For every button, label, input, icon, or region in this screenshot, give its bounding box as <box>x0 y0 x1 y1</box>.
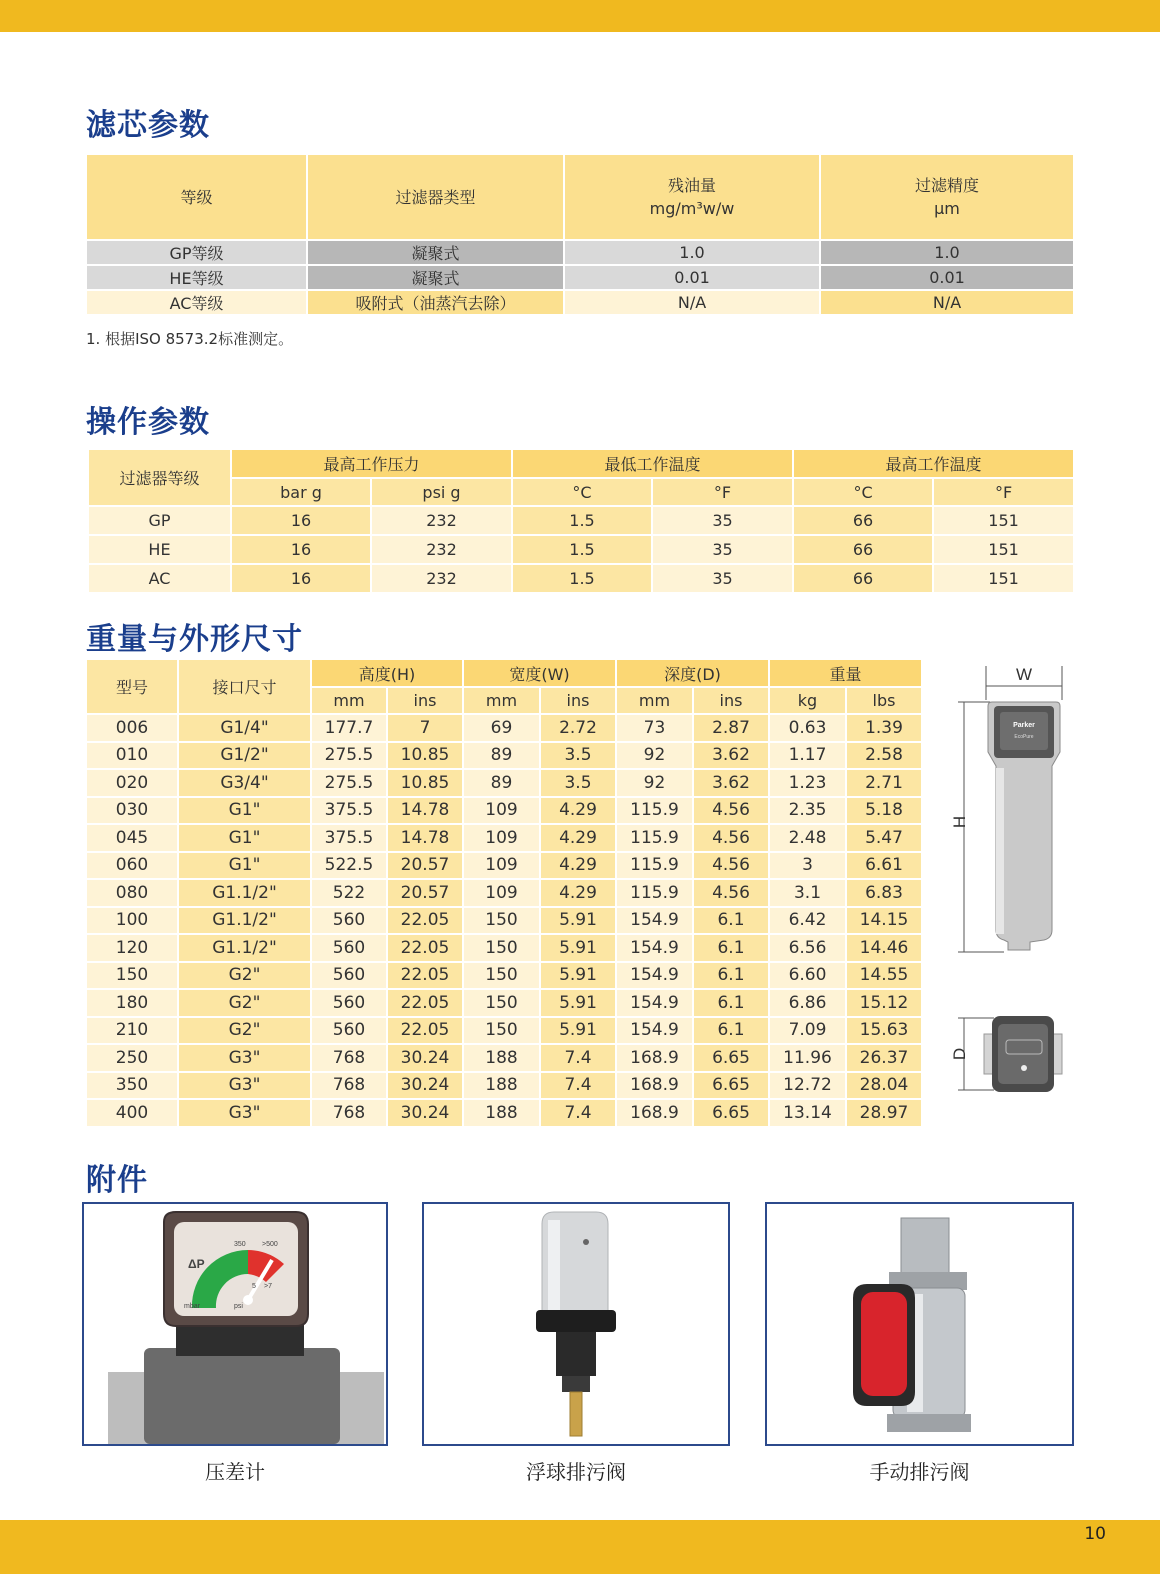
header-oil-residue <box>564 154 820 240</box>
operating-params-table <box>87 448 1075 594</box>
cell-port: G1.1/2" <box>178 907 311 935</box>
cell-minf: 35 <box>652 564 793 593</box>
float-drain-highlight <box>548 1220 560 1310</box>
header-precision <box>820 154 1074 240</box>
cell-kg: 6.86 <box>769 989 846 1017</box>
header-mm: mm <box>463 687 540 714</box>
cell-din: 4.56 <box>693 824 769 852</box>
cell-kg: 6.42 <box>769 907 846 935</box>
cell-model: 080 <box>86 879 178 907</box>
cell-grade: AC <box>88 564 231 593</box>
header-weight: 重量 <box>769 659 922 687</box>
cell-oil: 1.0 <box>564 240 820 265</box>
product-label: EcoPure <box>1014 734 1034 740</box>
section-title-accessories: 附件 <box>86 1163 148 1198</box>
cell-wmm: 150 <box>463 907 540 935</box>
float-drain-collar <box>536 1310 616 1332</box>
header-max-temp: 最高工作温度 <box>793 449 1074 478</box>
cell-precision: 1.0 <box>820 240 1074 265</box>
cell-dmm: 154.9 <box>616 907 693 935</box>
cell-wmm: 150 <box>463 934 540 962</box>
header-filter-grade: 过滤器等级 <box>88 449 231 506</box>
cell-psi: 232 <box>371 535 512 564</box>
cell-hmm: 275.5 <box>311 769 387 797</box>
cell-hmm: 560 <box>311 962 387 990</box>
table-row <box>86 769 922 797</box>
table-row <box>86 962 922 990</box>
cell-din: 2.87 <box>693 714 769 742</box>
header-ins: ins <box>387 687 463 714</box>
gauge-mount-block <box>144 1348 340 1444</box>
cell-hin: 7 <box>387 714 463 742</box>
manual-drain-thread <box>901 1218 949 1274</box>
cell-wmm: 188 <box>463 1072 540 1100</box>
cell-din: 6.1 <box>693 962 769 990</box>
cell-dmm: 115.9 <box>616 824 693 852</box>
accessory-label-float-drain: 浮球排污阀 <box>526 1460 626 1484</box>
cell-kg: 0.63 <box>769 714 846 742</box>
cell-dmm: 168.9 <box>616 1072 693 1100</box>
cell-wmm: 150 <box>463 1017 540 1045</box>
cell-hmm: 560 <box>311 1017 387 1045</box>
brand-label: Parker <box>1013 722 1035 729</box>
cell-hin: 22.05 <box>387 934 463 962</box>
gauge-needle-pivot <box>243 1295 253 1305</box>
cell-wmm: 109 <box>463 824 540 852</box>
cell-win: 7.4 <box>540 1044 616 1072</box>
section-title-filter-params: 滤芯参数 <box>86 108 210 143</box>
cell-wmm: 89 <box>463 769 540 797</box>
cell-dmm: 154.9 <box>616 934 693 962</box>
cell-wmm: 188 <box>463 1044 540 1072</box>
cell-type: 凝聚式 <box>307 265 564 290</box>
cell-kg: 7.09 <box>769 1017 846 1045</box>
float-drain-stem <box>556 1332 596 1376</box>
cell-kg: 2.35 <box>769 797 846 825</box>
table-row <box>88 535 1074 564</box>
section-title-weight-dimensions: 重量与外形尺寸 <box>86 622 303 657</box>
table-row <box>86 797 922 825</box>
table-row <box>88 564 1074 593</box>
cell-maxc: 66 <box>793 564 933 593</box>
cell-kg: 12.72 <box>769 1072 846 1100</box>
cell-win: 4.29 <box>540 879 616 907</box>
cell-hin: 10.85 <box>387 769 463 797</box>
cell-port: G1/4" <box>178 714 311 742</box>
h-label: H <box>950 815 969 829</box>
table-row <box>86 742 922 770</box>
header-ins: ins <box>693 687 769 714</box>
table-header-row <box>86 659 922 687</box>
header-height: 高度(H) <box>311 659 463 687</box>
cell-model: 030 <box>86 797 178 825</box>
accessory-label-differential-gauge: 压差计 <box>205 1460 265 1484</box>
cell-kg: 13.14 <box>769 1099 846 1127</box>
cell-port: G1/2" <box>178 742 311 770</box>
page-number: 10 <box>1084 1524 1106 1544</box>
cell-lbs: 1.39 <box>846 714 922 742</box>
cell-hin: 30.24 <box>387 1044 463 1072</box>
gauge-5: 5 <box>252 1283 256 1290</box>
cell-dmm: 115.9 <box>616 852 693 880</box>
header-precision-line1: 过滤精度 <box>914 176 979 195</box>
cell-kg: 2.48 <box>769 824 846 852</box>
cell-lbs: 28.04 <box>846 1072 922 1100</box>
header-lbs: lbs <box>846 687 922 714</box>
header-mm: mm <box>311 687 387 714</box>
w-label: W <box>1015 665 1033 684</box>
cell-oil: N/A <box>564 290 820 315</box>
table-row <box>86 934 922 962</box>
cell-win: 7.4 <box>540 1099 616 1127</box>
cell-port: G2" <box>178 962 311 990</box>
cell-grade: HE <box>88 535 231 564</box>
cell-din: 3.62 <box>693 742 769 770</box>
top-color-bar <box>0 0 1160 32</box>
cell-lbs: 5.47 <box>846 824 922 852</box>
gauge-7: >7 <box>264 1283 272 1290</box>
table-row <box>86 852 922 880</box>
cell-dmm: 92 <box>616 769 693 797</box>
table-row <box>86 879 922 907</box>
header-oil-line2: mg/m³w/w <box>649 199 735 218</box>
cell-hmm: 560 <box>311 907 387 935</box>
cell-wmm: 109 <box>463 879 540 907</box>
cell-lbs: 15.63 <box>846 1017 922 1045</box>
cell-din: 6.65 <box>693 1099 769 1127</box>
cell-lbs: 14.46 <box>846 934 922 962</box>
cell-model: 060 <box>86 852 178 880</box>
header-psi: psi g <box>371 478 512 506</box>
housing-highlight <box>996 768 1004 934</box>
footnote: 1. 根据ISO 8573.2标准测定。 <box>86 330 294 348</box>
cell-dmm: 115.9 <box>616 879 693 907</box>
float-drain-nut <box>562 1376 590 1392</box>
cell-oil: 0.01 <box>564 265 820 290</box>
indicator-dot <box>1021 1065 1027 1071</box>
cell-lbs: 5.18 <box>846 797 922 825</box>
cell-hin: 14.78 <box>387 797 463 825</box>
cell-port: G1.1/2" <box>178 934 311 962</box>
gauge-symbol: ΔP <box>188 1257 205 1271</box>
cell-model: 210 <box>86 1017 178 1045</box>
cell-hin: 30.24 <box>387 1099 463 1127</box>
cell-win: 5.91 <box>540 934 616 962</box>
cell-kg: 3 <box>769 852 846 880</box>
cell-minc: 1.5 <box>512 535 652 564</box>
cell-kg: 6.60 <box>769 962 846 990</box>
cell-hmm: 375.5 <box>311 797 387 825</box>
filter-head-panel <box>1000 712 1048 750</box>
cell-wmm: 150 <box>463 962 540 990</box>
header-mm: mm <box>616 687 693 714</box>
table-row <box>88 506 1074 535</box>
cell-hmm: 522 <box>311 879 387 907</box>
cell-hin: 10.85 <box>387 742 463 770</box>
header-celsius: °C <box>793 478 933 506</box>
cell-hmm: 768 <box>311 1044 387 1072</box>
header-width: 宽度(W) <box>463 659 616 687</box>
header-kg: kg <box>769 687 846 714</box>
cell-dmm: 154.9 <box>616 962 693 990</box>
accessory-image-manual-drain <box>765 1202 1074 1446</box>
cell-din: 4.56 <box>693 879 769 907</box>
header-ins: ins <box>540 687 616 714</box>
cell-win: 5.91 <box>540 907 616 935</box>
cell-dmm: 154.9 <box>616 989 693 1017</box>
cell-win: 3.5 <box>540 769 616 797</box>
table-row <box>86 989 922 1017</box>
cell-win: 4.29 <box>540 797 616 825</box>
cell-psi: 232 <box>371 564 512 593</box>
cell-win: 5.91 <box>540 1017 616 1045</box>
header-port-size: 接口尺寸 <box>178 659 311 714</box>
cell-din: 4.56 <box>693 852 769 880</box>
d-label: D <box>950 1047 969 1061</box>
cell-model: 180 <box>86 989 178 1017</box>
dimensions-body <box>86 714 922 1127</box>
cell-grade: GP <box>88 506 231 535</box>
cell-bar: 16 <box>231 564 371 593</box>
cell-model: 045 <box>86 824 178 852</box>
cell-kg: 1.17 <box>769 742 846 770</box>
cell-win: 4.29 <box>540 852 616 880</box>
header-depth: 深度(D) <box>616 659 769 687</box>
cell-win: 4.29 <box>540 824 616 852</box>
cell-port: G2" <box>178 989 311 1017</box>
manual-drain-base <box>887 1414 971 1432</box>
cell-hmm: 275.5 <box>311 742 387 770</box>
cell-din: 6.1 <box>693 1017 769 1045</box>
cell-win: 5.91 <box>540 989 616 1017</box>
cell-lbs: 26.37 <box>846 1044 922 1072</box>
table-row <box>86 1072 922 1100</box>
cell-lbs: 14.55 <box>846 962 922 990</box>
cell-minf: 35 <box>652 535 793 564</box>
cell-maxf: 151 <box>933 564 1074 593</box>
accessory-image-differential-gauge <box>82 1202 388 1446</box>
cell-port: G3/4" <box>178 769 311 797</box>
table-row <box>86 714 922 742</box>
cell-kg: 1.23 <box>769 769 846 797</box>
cell-model: 010 <box>86 742 178 770</box>
cell-win: 2.72 <box>540 714 616 742</box>
header-fahrenheit: °F <box>652 478 793 506</box>
table-row <box>86 1017 922 1045</box>
cell-port: G1" <box>178 797 311 825</box>
cell-hin: 30.24 <box>387 1072 463 1100</box>
cell-hmm: 177.7 <box>311 714 387 742</box>
cell-model: 250 <box>86 1044 178 1072</box>
cell-port: G1" <box>178 824 311 852</box>
cell-model: 020 <box>86 769 178 797</box>
cell-kg: 6.56 <box>769 934 846 962</box>
header-bar: bar g <box>231 478 371 506</box>
cell-port: G2" <box>178 1017 311 1045</box>
bottom-color-bar <box>0 1520 1160 1574</box>
dimensions-table <box>85 658 923 1128</box>
cell-lbs: 14.15 <box>846 907 922 935</box>
cell-wmm: 150 <box>463 989 540 1017</box>
cell-lbs: 6.61 <box>846 852 922 880</box>
cell-type: 凝聚式 <box>307 240 564 265</box>
cell-minc: 1.5 <box>512 506 652 535</box>
header-celsius: °C <box>512 478 652 506</box>
header-max-pressure: 最高工作压力 <box>231 449 512 478</box>
cell-dmm: 73 <box>616 714 693 742</box>
header-filter-type: 过滤器类型 <box>307 154 564 240</box>
gauge-350: 350 <box>234 1241 246 1248</box>
cell-win: 5.91 <box>540 962 616 990</box>
cell-hin: 14.78 <box>387 824 463 852</box>
table-row <box>86 824 922 852</box>
gauge-unit-psi: psi <box>234 1303 243 1310</box>
cell-port: G1.1/2" <box>178 879 311 907</box>
cell-minf: 35 <box>652 506 793 535</box>
cell-din: 6.1 <box>693 934 769 962</box>
cell-port: G3" <box>178 1072 311 1100</box>
float-drain-brass-pin <box>570 1392 582 1436</box>
filter-top-diagram <box>944 1004 1064 1104</box>
header-oil-line1: 残油量 <box>667 176 716 195</box>
cell-hmm: 768 <box>311 1099 387 1127</box>
cell-hin: 20.57 <box>387 852 463 880</box>
cell-precision: N/A <box>820 290 1074 315</box>
cell-model: 006 <box>86 714 178 742</box>
cell-dmm: 115.9 <box>616 797 693 825</box>
cell-hmm: 375.5 <box>311 824 387 852</box>
cell-wmm: 109 <box>463 852 540 880</box>
header-grade: 等级 <box>86 154 307 240</box>
cell-grade: HE等级 <box>86 265 307 290</box>
filter-front-diagram <box>944 660 1074 960</box>
cell-wmm: 69 <box>463 714 540 742</box>
section-title-operating-params: 操作参数 <box>86 405 210 440</box>
cell-hin: 22.05 <box>387 1017 463 1045</box>
cell-hmm: 768 <box>311 1072 387 1100</box>
table-row <box>86 1099 922 1127</box>
cell-minc: 1.5 <box>512 564 652 593</box>
cell-dmm: 168.9 <box>616 1044 693 1072</box>
cell-hin: 22.05 <box>387 962 463 990</box>
cell-din: 6.65 <box>693 1072 769 1100</box>
cell-port: G3" <box>178 1044 311 1072</box>
cell-din: 4.56 <box>693 797 769 825</box>
cell-maxf: 151 <box>933 535 1074 564</box>
cell-kg: 11.96 <box>769 1044 846 1072</box>
float-drain-screw <box>583 1239 589 1245</box>
cell-hin: 20.57 <box>387 879 463 907</box>
cell-model: 150 <box>86 962 178 990</box>
cell-maxc: 66 <box>793 506 933 535</box>
table-header-row <box>86 154 1074 240</box>
cell-grade: AC等级 <box>86 290 307 315</box>
cell-type: 吸附式（油蒸汽去除） <box>307 290 564 315</box>
cell-dmm: 154.9 <box>616 1017 693 1045</box>
cell-hin: 22.05 <box>387 989 463 1017</box>
cell-din: 3.62 <box>693 769 769 797</box>
differential-gauge-illustration <box>84 1204 386 1444</box>
header-fahrenheit: °F <box>933 478 1074 506</box>
cell-hin: 22.05 <box>387 907 463 935</box>
cell-lbs: 2.58 <box>846 742 922 770</box>
cell-dmm: 168.9 <box>616 1099 693 1127</box>
cell-port: G1" <box>178 852 311 880</box>
cell-lbs: 28.97 <box>846 1099 922 1127</box>
cell-psi: 232 <box>371 506 512 535</box>
table-header-row <box>88 449 1074 478</box>
cell-hmm: 560 <box>311 934 387 962</box>
cell-model: 350 <box>86 1072 178 1100</box>
cell-maxc: 66 <box>793 535 933 564</box>
cell-precision: 0.01 <box>820 265 1074 290</box>
cell-kg: 3.1 <box>769 879 846 907</box>
accessory-label-manual-drain: 手动排污阀 <box>869 1460 970 1484</box>
cell-win: 7.4 <box>540 1072 616 1100</box>
table-row <box>86 290 1074 315</box>
operating-params-body <box>88 506 1074 593</box>
cell-model: 100 <box>86 907 178 935</box>
cell-hmm: 560 <box>311 989 387 1017</box>
cell-bar: 16 <box>231 506 371 535</box>
table-row <box>86 265 1074 290</box>
cell-wmm: 89 <box>463 742 540 770</box>
table-row <box>86 1044 922 1072</box>
manual-drain-illustration <box>767 1204 1072 1444</box>
cell-lbs: 15.12 <box>846 989 922 1017</box>
cell-dmm: 92 <box>616 742 693 770</box>
cell-maxf: 151 <box>933 506 1074 535</box>
cell-din: 6.65 <box>693 1044 769 1072</box>
table-row <box>86 240 1074 265</box>
table-subheader-row <box>88 478 1074 506</box>
table-row <box>86 907 922 935</box>
header-precision-line2: µm <box>934 199 960 218</box>
cell-hmm: 522.5 <box>311 852 387 880</box>
gauge-500: >500 <box>262 1241 278 1248</box>
cell-model: 120 <box>86 934 178 962</box>
cell-grade: GP等级 <box>86 240 307 265</box>
accessory-image-float-drain <box>422 1202 730 1446</box>
float-drain-illustration <box>424 1204 728 1444</box>
cell-din: 6.1 <box>693 907 769 935</box>
cell-model: 400 <box>86 1099 178 1127</box>
cell-lbs: 6.83 <box>846 879 922 907</box>
cell-wmm: 109 <box>463 797 540 825</box>
cell-bar: 16 <box>231 535 371 564</box>
cell-port: G3" <box>178 1099 311 1127</box>
cell-din: 6.1 <box>693 989 769 1017</box>
header-min-temp: 最低工作温度 <box>512 449 793 478</box>
cell-wmm: 188 <box>463 1099 540 1127</box>
manual-drain-red-handle <box>861 1292 907 1396</box>
header-model: 型号 <box>86 659 178 714</box>
cell-lbs: 2.71 <box>846 769 922 797</box>
cell-win: 3.5 <box>540 742 616 770</box>
filter-element-table <box>85 153 1075 316</box>
gauge-unit-mbar: mbar <box>184 1303 200 1310</box>
